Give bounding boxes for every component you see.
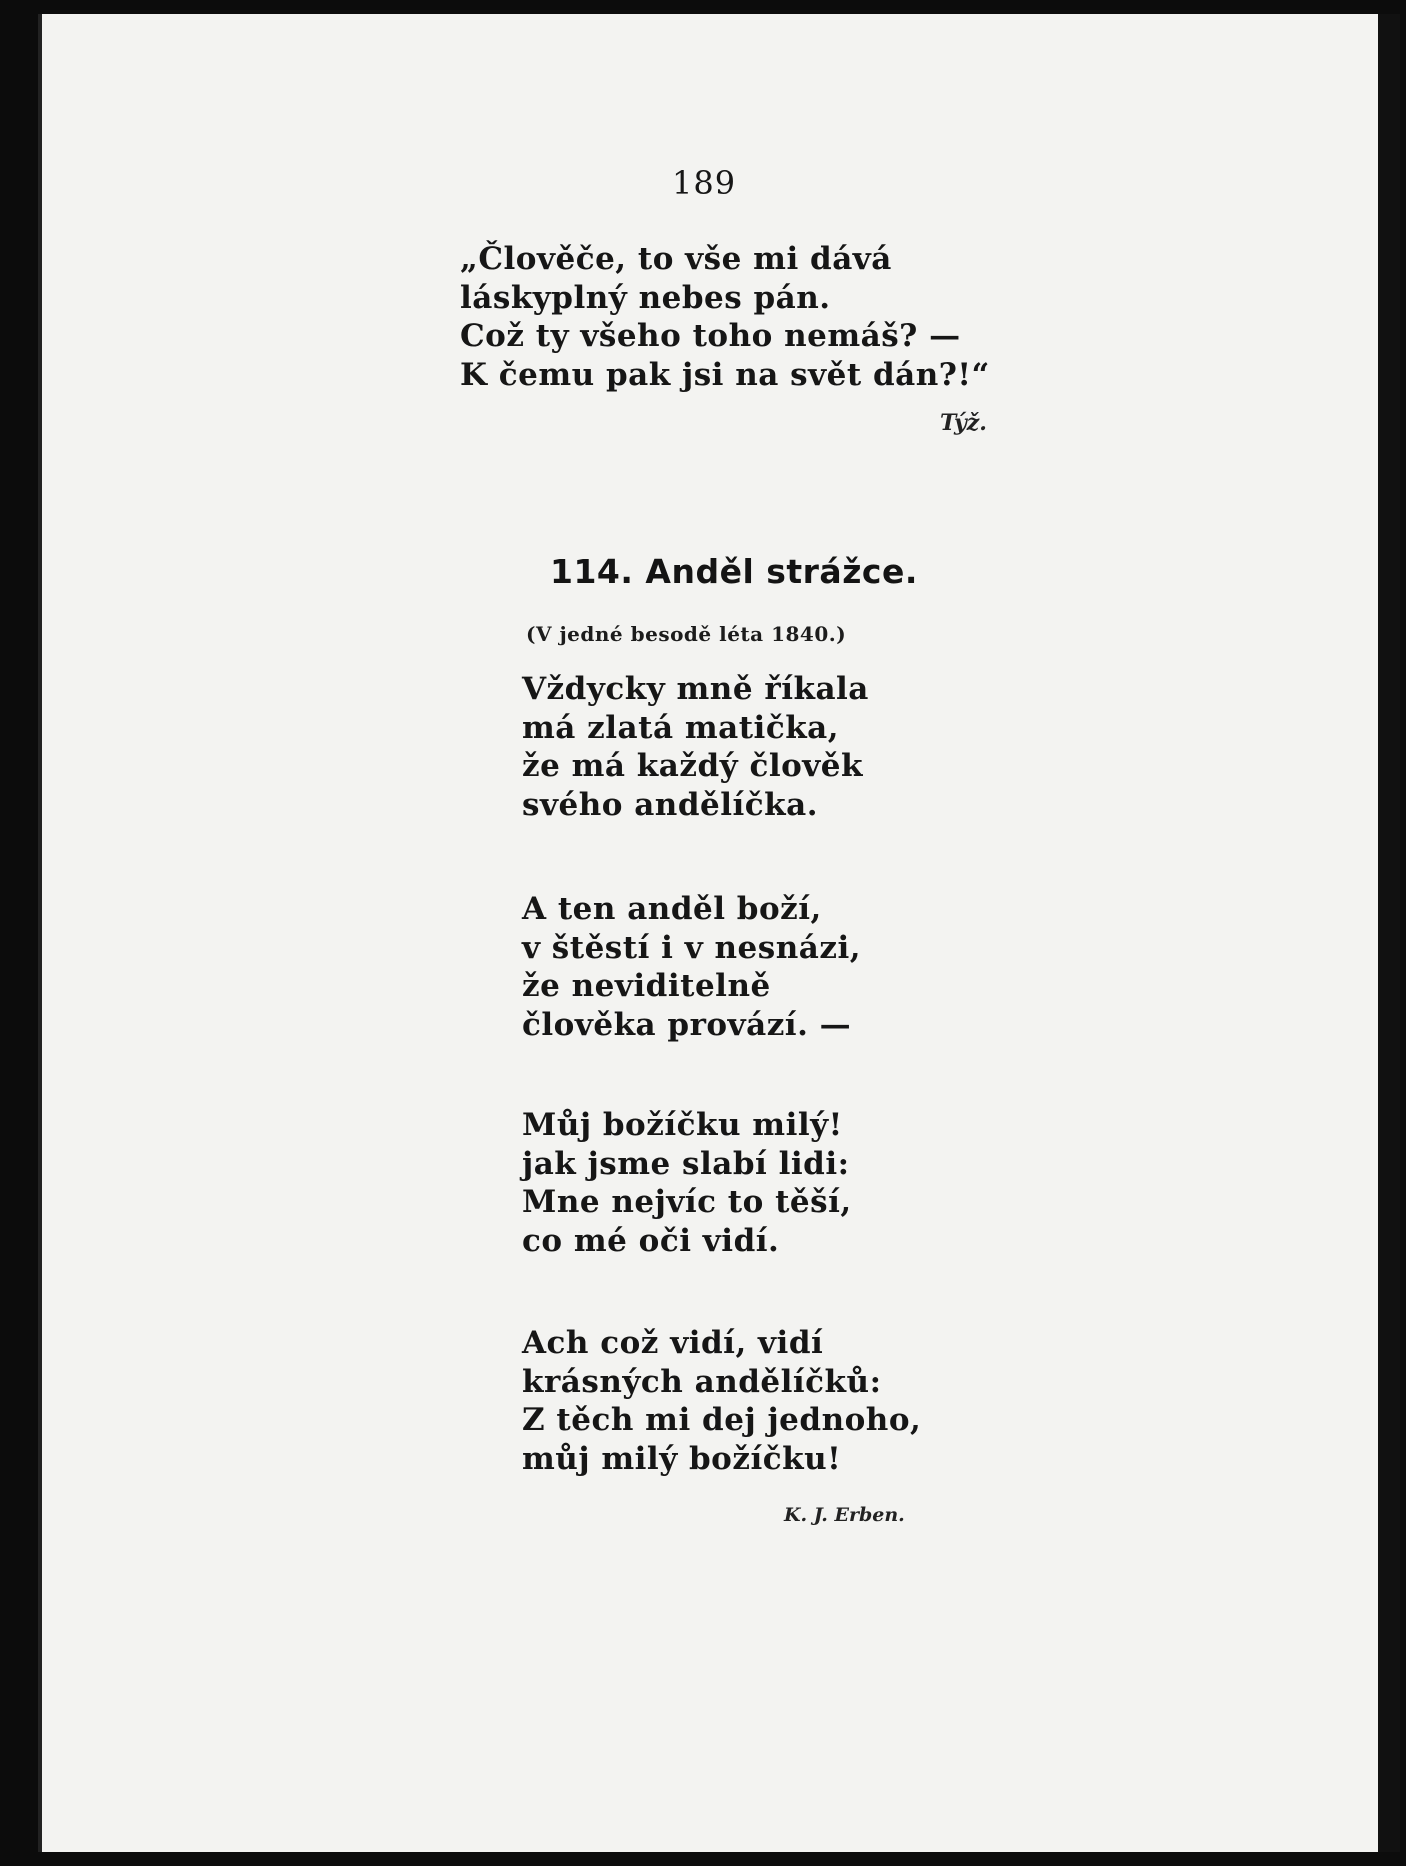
poem-title: 114. Anděl strážce. xyxy=(550,552,918,591)
stanza-1 xyxy=(522,670,869,824)
poem-attribution: K. J. Erben. xyxy=(784,1504,905,1526)
poem-line: „Člověče, to vše mi dává xyxy=(460,241,892,277)
poem-line: jak jsme slabí lidi: xyxy=(522,1145,850,1182)
poem-line: má zlatá matička, xyxy=(522,709,840,746)
poem-line: že má každý člověk xyxy=(522,748,863,784)
stanza-3 xyxy=(522,1106,852,1260)
poem-line: Což ty všeho toho nemáš? — xyxy=(460,318,961,354)
poem-line: krásných andělíčků: xyxy=(522,1363,882,1400)
stanza-4 xyxy=(522,1324,921,1478)
book-page xyxy=(38,14,1380,1852)
poem-line: Můj božíčku milý! xyxy=(522,1107,843,1143)
poem-line: Mne nejvíc to těší, xyxy=(522,1184,852,1220)
previous-poem-attribution: Týž. xyxy=(940,410,987,436)
poem-line: můj milý božíčku! xyxy=(522,1440,842,1477)
poem-line: Vždycky mně říkala xyxy=(522,671,869,707)
poem-line: že neviditelně xyxy=(522,968,771,1004)
poem-line: Ach což vidí, vidí xyxy=(522,1325,824,1361)
poem-line: co mé oči vidí. xyxy=(522,1222,780,1259)
poem-subtitle: (V jedné besodě léta 1840.) xyxy=(526,622,847,646)
poem-line: A ten anděl boží, xyxy=(522,891,822,927)
stanza-2 xyxy=(522,890,861,1044)
poem-line: svého andělíčka. xyxy=(522,786,819,823)
poem-line: láskyplný nebes pán. xyxy=(460,279,831,316)
poem-line: Z těch mi dej jednoho, xyxy=(522,1402,922,1438)
poem-line: v štěstí i v nesnázi, xyxy=(522,929,862,966)
previous-poem-ending xyxy=(460,240,990,394)
page-number: 189 xyxy=(672,164,737,202)
poem-line: K čemu pak jsi na svět dán?!“ xyxy=(460,356,990,393)
poem-line: člověka provází. — xyxy=(522,1006,852,1043)
